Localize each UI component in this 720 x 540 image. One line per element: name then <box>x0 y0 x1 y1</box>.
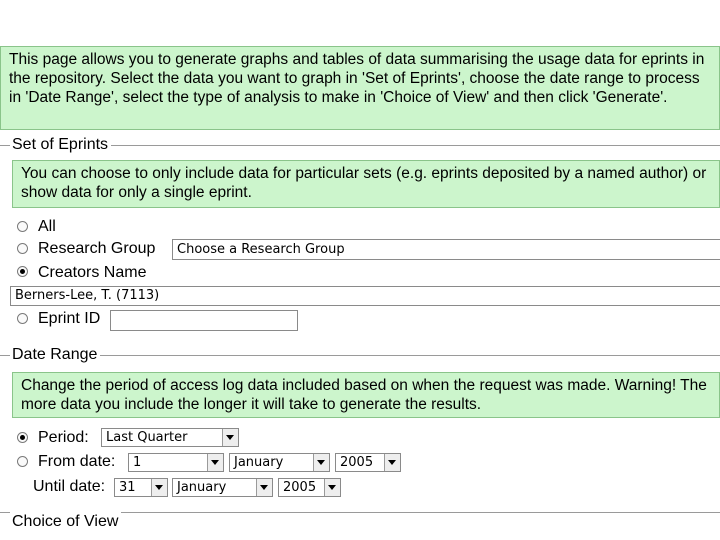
research-group-label: Research Group <box>38 240 156 257</box>
from-year-value: 2005 <box>340 455 374 470</box>
chevron-down-icon <box>313 454 329 471</box>
from-month-value: January <box>234 455 284 470</box>
until-month-select[interactable] <box>172 478 273 497</box>
date-range-border <box>0 355 720 356</box>
research-group-select-value: Choose a Research Group <box>177 242 345 257</box>
from-day-value: 1 <box>133 455 142 470</box>
period-label: Period: <box>38 429 89 446</box>
all-label: All <box>38 218 56 235</box>
from-year-select[interactable] <box>335 453 401 472</box>
until-date-label: Until date: <box>33 478 106 495</box>
eprint-id-label: Eprint ID <box>38 310 101 327</box>
chevron-down-icon <box>384 454 400 471</box>
date-range-info-box <box>12 372 720 418</box>
until-month-value: January <box>177 480 227 495</box>
date-range-info-text: Change the period of access log data included based on when the request was made. Warning! The more data you include the longer it will take to generate the results. <box>21 377 707 413</box>
from-date-radio[interactable] <box>17 456 28 467</box>
until-year-value: 2005 <box>283 480 317 495</box>
eprint-id-input[interactable] <box>110 310 298 331</box>
choice-of-view-legend: Choice of View <box>10 512 121 532</box>
set-of-eprints-info-text: You can choose to only include data for particular sets (e.g. eprints deposited by a named author) or show data for only a single eprint. <box>21 165 707 201</box>
intro-info-box <box>0 46 720 130</box>
creators-name-label: Creators Name <box>38 264 147 281</box>
from-day-select[interactable] <box>128 453 224 472</box>
creators-name-input[interactable] <box>10 286 720 306</box>
chevron-down-icon <box>151 479 167 496</box>
chevron-down-icon <box>222 429 238 446</box>
period-select[interactable] <box>101 428 239 447</box>
all-radio[interactable] <box>17 221 28 232</box>
creators-name-input-value: Berners-Lee, T. (7113) <box>15 288 160 303</box>
period-select-value: Last Quarter <box>106 430 188 445</box>
until-year-select[interactable] <box>278 478 341 497</box>
date-range-legend: Date Range <box>10 345 100 365</box>
intro-text: This page allows you to generate graphs and tables of data summarising the usage data for eprints in the repository. Select the data you want to graph in 'Set of Eprints', choose the date range to process in 'Date Range', select the type of analysis to make in 'Choice of View' and then click 'Generate'. <box>9 51 705 106</box>
set-of-eprints-info-box <box>12 160 720 208</box>
creators-name-radio[interactable] <box>17 266 28 277</box>
from-date-label: From date: <box>38 453 116 470</box>
period-radio[interactable] <box>17 432 28 443</box>
research-group-radio[interactable] <box>17 243 28 254</box>
eprint-id-radio[interactable] <box>17 313 28 324</box>
research-group-select[interactable] <box>172 239 720 260</box>
until-day-value: 31 <box>119 480 136 495</box>
set-of-eprints-legend: Set of Eprints <box>10 135 111 155</box>
until-day-select[interactable] <box>114 478 168 497</box>
chevron-down-icon <box>324 479 340 496</box>
from-month-select[interactable] <box>229 453 330 472</box>
chevron-down-icon <box>256 479 272 496</box>
chevron-down-icon <box>207 454 223 471</box>
